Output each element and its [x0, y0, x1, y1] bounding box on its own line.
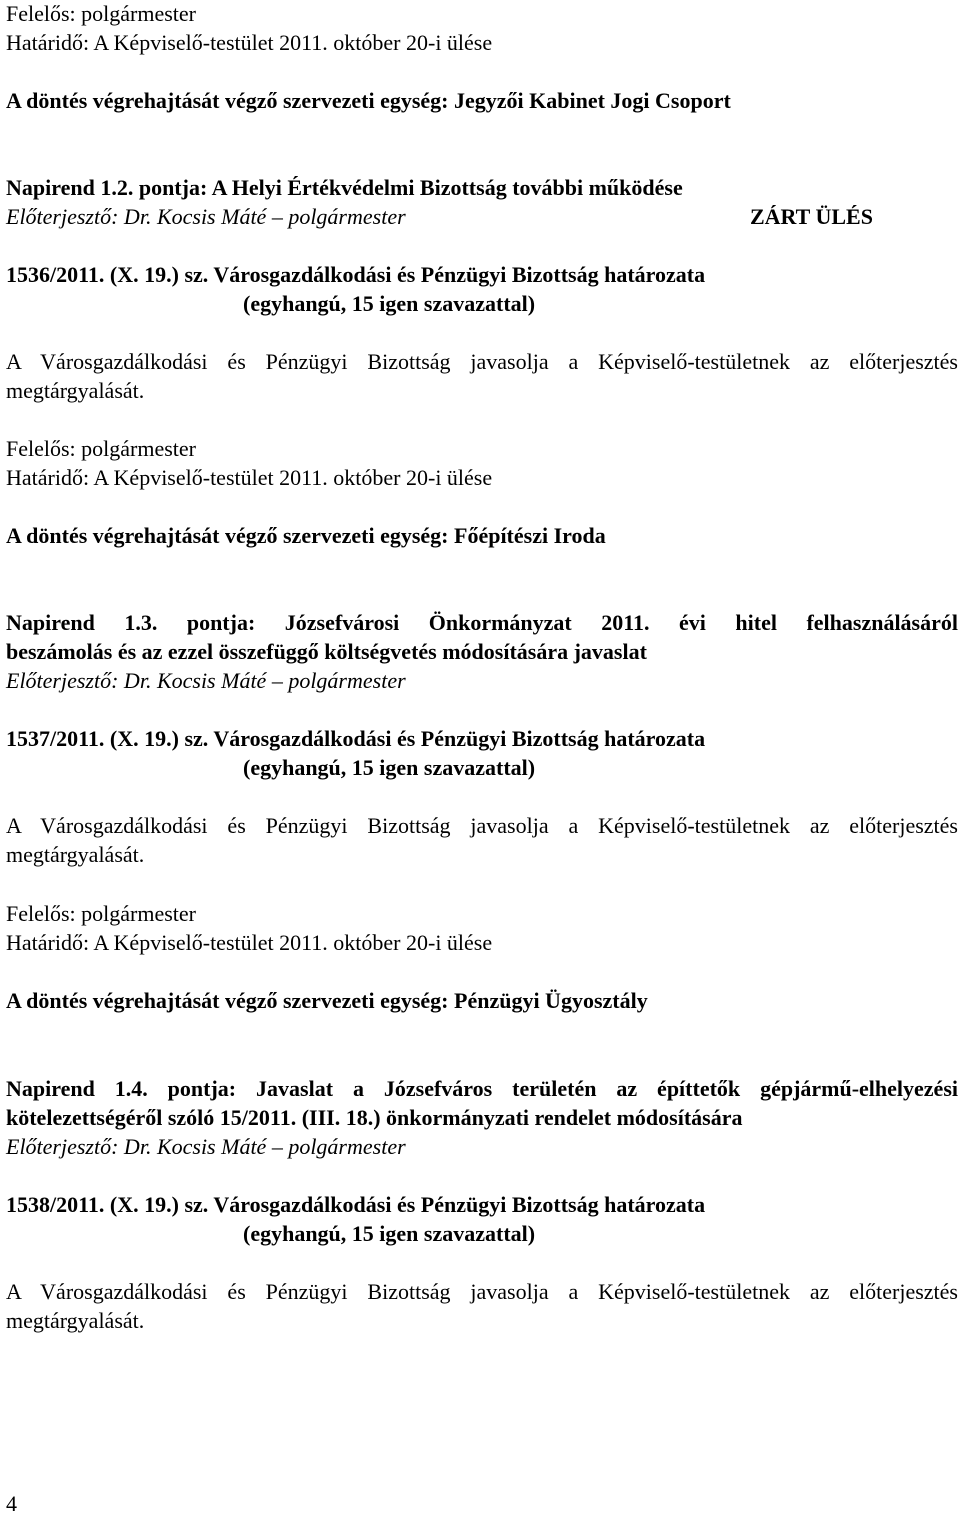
hatarido-line: Határidő: A Képviselő-testület 2011. október 20-i ülése	[6, 930, 493, 955]
vote-result: (egyhangú, 15 igen szavazattal)	[243, 1221, 536, 1246]
hatarido-line: Határidő: A Képviselő-testület 2011. október 20-i ülése	[6, 465, 493, 490]
hatarozat-body-line-2: megtárgyalását.	[6, 842, 145, 867]
eloterjeszto-line: Előterjesztő: Dr. Kocsis Máté – polgármester	[6, 668, 406, 693]
vegrehajto-egyseg-line: A döntés végrehajtását végző szervezeti egység: Főépítészi Iroda	[6, 523, 606, 548]
eloterjeszto-line: Előterjesztő: Dr. Kocsis Máté – polgármester	[6, 204, 406, 229]
hatarozat-number: 1538/2011. (X. 19.) sz. Városgazdálkodási és Pénzügyi Bizottság határozata	[6, 1192, 706, 1217]
napirend-heading-line-2: kötelezettségéről szóló 15/2011. (III. 18.) önkormányzati rendelet módosítására	[6, 1105, 743, 1130]
hatarozat-body-line-1: A Városgazdálkodási és Pénzügyi Bizottság javasolja a Képviselő-testületnek az előterjesztés	[6, 349, 958, 374]
zart-ules-label: ZÁRT ÜLÉS	[750, 204, 873, 229]
napirend-heading-line-1: Napirend 1.3. pontja: Józsefvárosi Önkormányzat 2011. évi hitel felhasználásáról	[6, 610, 958, 635]
vote-result: (egyhangú, 15 igen szavazattal)	[243, 755, 536, 780]
eloterjeszto-line: Előterjesztő: Dr. Kocsis Máté – polgármester	[6, 1134, 406, 1159]
napirend-heading-line-1: Napirend 1.4. pontja: Javaslat a Józsefváros területén az építtetők gépjármű-elhelyezési	[6, 1076, 958, 1101]
page-number: 4	[6, 1491, 17, 1516]
hatarozat-body-line-1: A Városgazdálkodási és Pénzügyi Bizottság javasolja a Képviselő-testületnek az előterjesztés	[6, 813, 958, 838]
vegrehajto-egyseg-line: A döntés végrehajtását végző szervezeti egység: Pénzügyi Ügyosztály	[6, 988, 648, 1013]
hatarozat-number: 1536/2011. (X. 19.) sz. Városgazdálkodási és Pénzügyi Bizottság határozata	[6, 262, 706, 287]
felelos-line: Felelős: polgármester	[6, 436, 197, 461]
vegrehajto-egyseg-line: A döntés végrehajtását végző szervezeti egység: Jegyzői Kabinet Jogi Csoport	[6, 88, 731, 113]
hatarozat-number: 1537/2011. (X. 19.) sz. Városgazdálkodási és Pénzügyi Bizottság határozata	[6, 726, 706, 751]
hatarozat-body-line-1: A Városgazdálkodási és Pénzügyi Bizottság javasolja a Képviselő-testületnek az előterjesztés	[6, 1279, 958, 1304]
hatarido-line: Határidő: A Képviselő-testület 2011. október 20-i ülése	[6, 30, 493, 55]
napirend-heading-line-2: beszámolás és az ezzel összefüggő költségvetés módosítására javaslat	[6, 639, 647, 664]
felelos-line: Felelős: polgármester	[6, 901, 197, 926]
vote-result: (egyhangú, 15 igen szavazattal)	[243, 291, 536, 316]
hatarozat-body-line-2: megtárgyalását.	[6, 378, 145, 403]
hatarozat-body-line-2: megtárgyalását.	[6, 1308, 145, 1333]
napirend-heading: Napirend 1.2. pontja: A Helyi Értékvédelmi Bizottság további működése	[6, 175, 683, 200]
felelos-line: Felelős: polgármester	[6, 1, 197, 26]
